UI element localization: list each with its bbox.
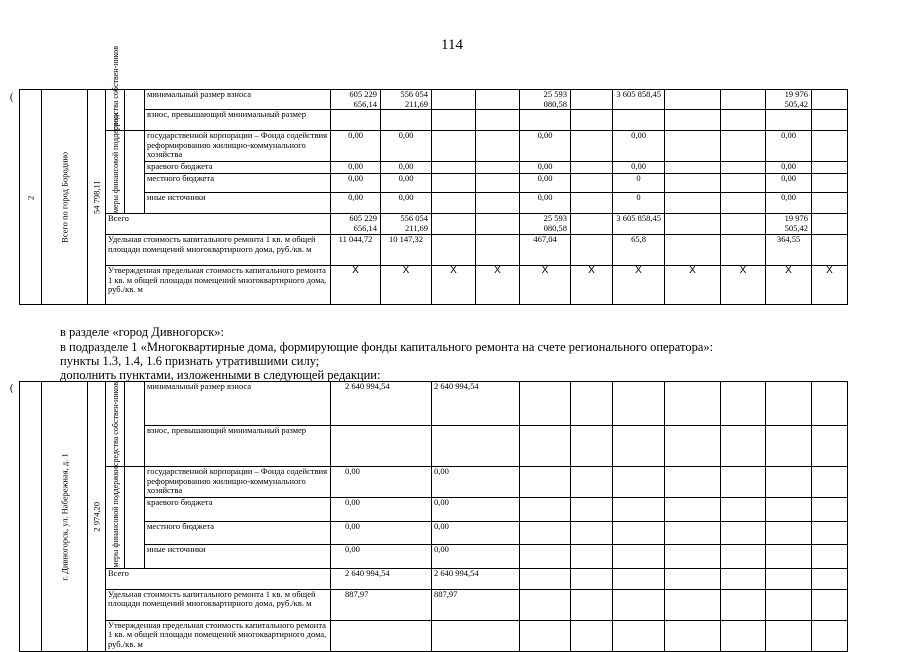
area-cell: 2 974,20 [88,382,106,652]
row-label: государственной корпорации – Фонда содействия реформированию жилищно-коммунального хозяйства [145,467,331,498]
table-row: иные источники 0,00 0,00 [20,545,848,569]
table-row: Всего 605 229 656,14 556 054 211,69 25 593 080,58 3 605 858,45 19 976 505,42 [20,214,848,235]
text-line: в разделе «город Дивногорск»: [60,325,225,339]
row-label: Всего [106,568,331,589]
table-row: местного бюджета 0,00 0,00 0,00 0 0,00 [20,174,848,193]
table-divnogorsk [19,381,848,652]
row-label: Удельная стоимость капитального ремонта 1 кв. м общей площади помещений многоквартирного дома, руб./кв. м [106,589,331,620]
page-number: 114 [441,37,463,53]
table-row: Удельная стоимость капитального ремонта 1 кв. м общей площади помещений многоквартирного дома, руб./кв. м 11 044,72 10 147,32 467,04 65,8 364,55 [20,235,848,266]
table-row: г. Дивногорск, ул. Набережная, д. 1 2 974,20 средства собствен-ников минимальный размер взноса 2 640 994,54 2 640 994,54 [20,382,848,426]
text-line: пункты 1.3, 1.4, 1.6 признать утратившими силу; [60,354,320,368]
row-label: местного бюджета [145,521,331,545]
row-number: 2 [20,90,42,305]
owner-funds-group: средства собствен-ников [106,382,125,467]
row-label: краевого бюджета [145,162,331,174]
area-cell: 54 798,11 [88,90,106,305]
text-line: в подразделе 1 «Многоквартирные дома, формирующие фонды капитального ремонта на счете регионального оператора»: [60,340,714,354]
table-row: краевого бюджета 0,00 0,00 [20,498,848,522]
table-row: местного бюджета 0,00 0,00 [20,521,848,545]
row-label: государственной корпорации – Фонда содействия реформированию жилищно-коммунального хозяйства [145,131,331,162]
row-label: краевого бюджета [145,498,331,522]
address-cell: г. Дивногорск, ул. Набережная, д. 1 [42,382,88,652]
row-label: взнос, превышающий минимальный размер [145,110,331,131]
table-row: меры финансовой поддержки государственной корпорации – Фонда содействия реформированию жилищно-коммунального хозяйства 0,00 0,00 0,00 0,00 0,00 [20,131,848,162]
table-row [20,426,848,467]
table-row: иные источники 0,00 0,00 0,00 0 0,00 [20,193,848,214]
table-row: меры финансовой поддержки государственной корпорации – Фонда содействия реформированию жилищно-коммунального хозяйства 0,00 0,00 [20,467,848,498]
table-row: краевого бюджета 0,00 0,00 0,00 0,00 0,00 [20,162,848,174]
owner-funds-group: средства собствен-ников [106,90,125,131]
margin-mark: ( [10,92,14,103]
row-label: Утвержденная предельная стоимость капитального ремонта 1 кв. м общей площади помещений многоквартирного дома, руб./кв. м [106,620,331,651]
address-cell: Всего по город Бородино [42,90,88,305]
table-row: 2 Всего по город Бородино 54 798,11 средства собствен-ников минимальный размер взноса 605 229 656,14 556 054 211,69 25 593 080,58 3 605 858,45 19 976 505,42 [20,90,848,110]
table-row: Удельная стоимость капитального ремонта 1 кв. м общей площади помещений многоквартирного дома, руб./кв. м 887,97 887,97 [20,589,848,620]
row-label: иные источники [145,545,331,569]
support-group: меры финансовой поддержки [106,131,125,214]
support-group: меры финансовой поддержки [106,467,125,569]
table-row: Всего 2 640 994,54 2 640 994,54 [20,568,848,589]
table-row: Утвержденная предельная стоимость капитального ремонта 1 кв. м общей площади помещений многоквартирного дома, руб./кв. м X X X X X X X X X X X [20,266,848,305]
row-label: иные источники [145,193,331,214]
row-label: местного бюджета [145,174,331,193]
table-row [20,620,848,651]
row-label: Всего [106,214,331,235]
row-label: взнос, превышающий минимальный размер [145,426,331,467]
row-label: Утвержденная предельная стоимость капитального ремонта 1 кв. м общей площади помещений многоквартирного дома, руб./кв. м [106,266,331,305]
margin-mark: ( [10,383,14,394]
table-row [20,110,848,131]
row-label: минимальный размер взноса [145,382,331,426]
text-line: дополнить пунктами, изложенными в следующей редакции: [60,368,381,382]
row-label: минимальный размер взноса [145,90,331,110]
row-label: Удельная стоимость капитального ремонта 1 кв. м общей площади помещений многоквартирного дома, руб./кв. м [106,235,331,266]
